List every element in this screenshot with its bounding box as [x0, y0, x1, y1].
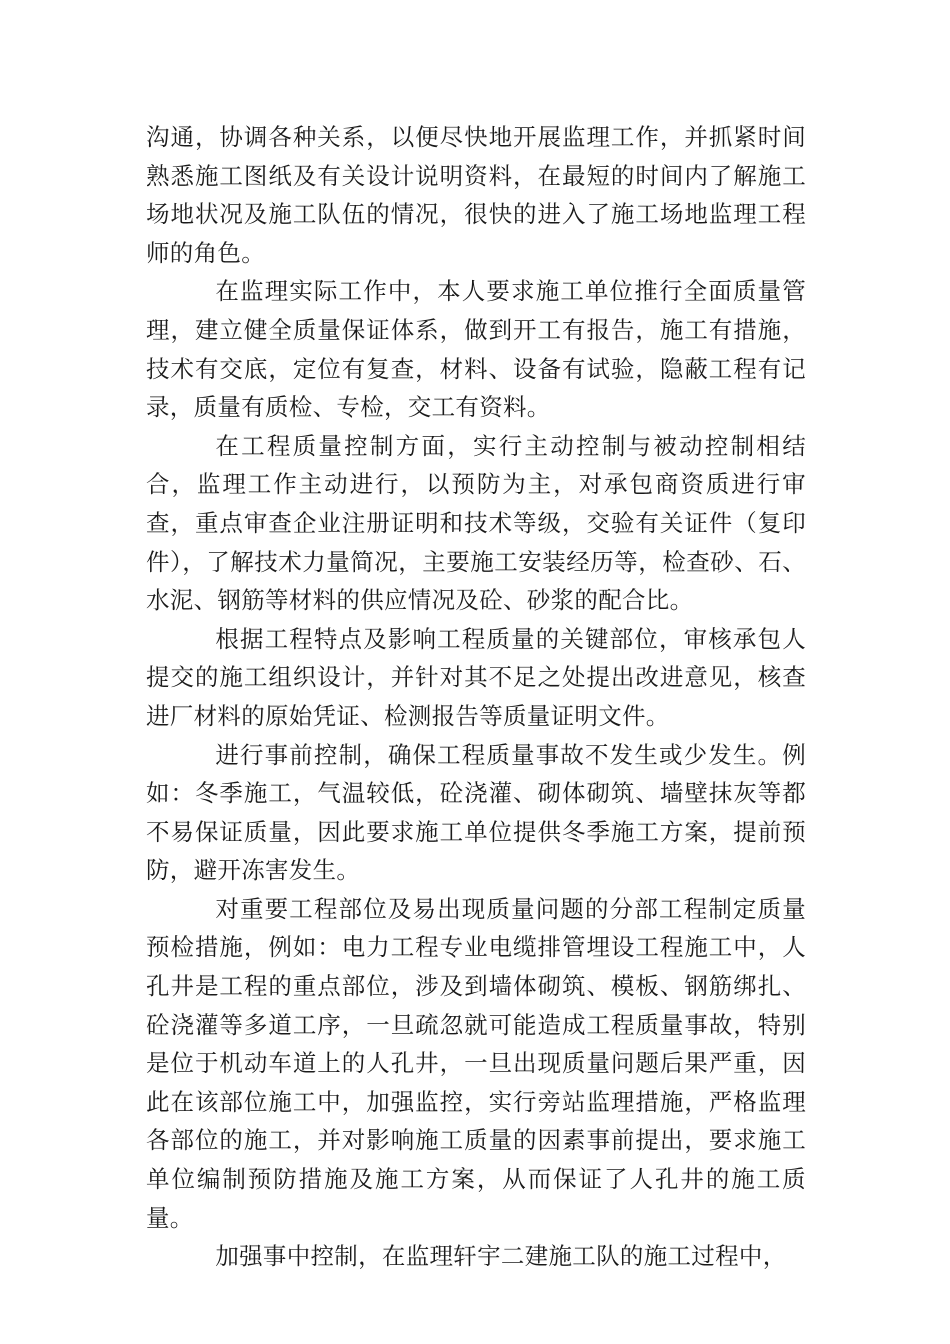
paragraph-4: 根据工程特点及影响工程质量的关键部位，审核承包人提交的施工组织设计，并针对其不足之处提出改进意见，核查进厂材料的原始凭证、检测报告等质量证明文件。	[146, 624, 806, 730]
paragraph-2: 在监理实际工作中，本人要求施工单位推行全面质量管理，建立健全质量保证体系，做到开工有报告，施工有措施，技术有交底，定位有复查，材料、设备有试验，隐蔽工程有记录，质量有质检、专检，交工有资料。	[146, 277, 806, 422]
paragraph-1: 沟通，协调各种关系，以便尽快地开展监理工作，并抓紧时间熟悉施工图纸及有关设计说明资料，在最短的时间内了解施工场地状况及施工队伍的情况，很快的进入了施工场地监理工程师的角色。	[146, 123, 806, 267]
paragraph-6: 对重要工程部位及易出现质量问题的分部工程制定质量预检措施，例如：电力工程专业电缆排管埋设工程施工中，人孔井是工程的重点部位，涉及到墙体砌筑、模板、钢筋绑扎、砼浇灌等多道工序，一旦疏忽就可能造成工程质量事故，特别是位于机动车道上的人孔井，一旦出现质量问题后果严重，因此在该部位施工中，加强监控，实行旁站监理措施，严格监理各部位的施工，并对影响施工质量的因素事前提出，要求施工单位编制预防措施及施工方案，从而保证了人孔井的施工质量。	[146, 894, 806, 1232]
document-body	[146, 118, 806, 1276]
paragraph-5: 进行事前控制，确保工程质量事故不发生或少发生。例如：冬季施工，气温较低，砼浇灌、砌体砌筑、墙壁抹灰等都不易保证质量，因此要求施工单位提供冬季施工方案，提前预防，避开冻害发生。	[146, 740, 806, 885]
paragraph-3: 在工程质量控制方面，实行主动控制与被动控制相结合，监理工作主动进行，以预防为主，对承包商资质进行审查，重点审查企业注册证明和技术等级，交验有关证件（复印件），了解技术力量简况，主要施工安装经历等，检查砂、石、水泥、钢筋等材料的供应情况及砼、砂浆的配合比。	[146, 431, 806, 615]
paragraph-7: 加强事中控制，在监理轩宇二建施工队的施工过程中，	[215, 1242, 787, 1271]
